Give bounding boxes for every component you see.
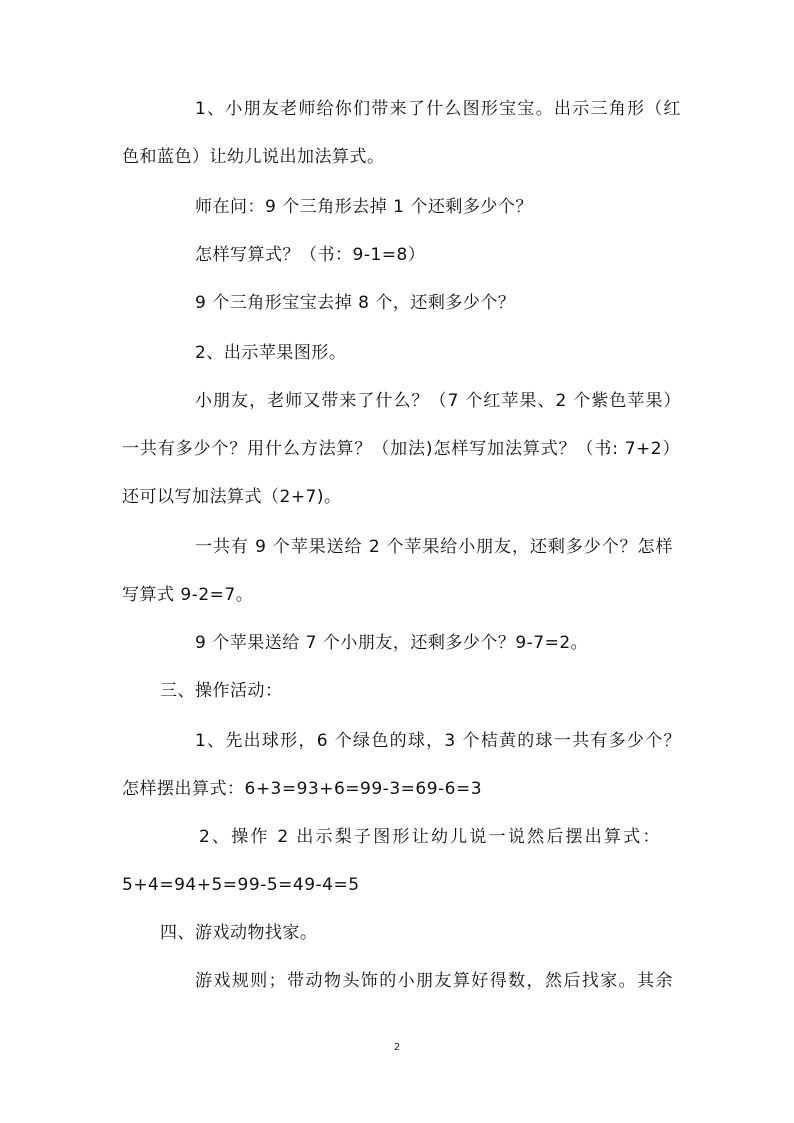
paragraph-line-15: 2、操作 2 出示梨子图形让幼儿说一说然后摆出算式： xyxy=(199,827,660,847)
section-heading-3: 三、操作活动： xyxy=(160,681,283,701)
paragraph-line-6: 2、出示苹果图形。 xyxy=(195,343,347,363)
paragraph-line-2: 色和蓝色）让幼儿说出加法算式。 xyxy=(122,147,385,167)
paragraph-line-8: 一共有多少个？用什么方法算？（加法)怎样写加法算式？（书: 7+2） xyxy=(122,439,680,459)
paragraph-line-5: 9 个三角形宝宝去掉 8 个，还剩多少个？ xyxy=(195,293,516,313)
paragraph-line-9: 还可以写加法算式（2+7)。 xyxy=(122,487,342,507)
paragraph-line-17: 游戏规则；带动物头饰的小朋友算好得数，然后找家。其余 xyxy=(195,971,673,991)
page-number: 2 xyxy=(393,1042,401,1053)
paragraph-line-3: 师在问：9 个三角形去掉 1 个还剩多少个？ xyxy=(195,197,533,217)
section-heading-4: 四、游戏动物找家。 xyxy=(160,923,318,943)
paragraph-line-10: 一共有 9 个苹果送给 2 个苹果给小朋友，还剩多少个？怎样 xyxy=(195,537,673,557)
paragraph-line-16: 5+4=94+5=99-5=49-4=5 xyxy=(122,875,360,895)
paragraph-line-13: 1、先出球形，6 个绿色的球，3 个桔黄的球一共有多少个？ xyxy=(195,731,681,751)
paragraph-line-14: 怎样摆出算式：6+3=93+6=99-3=69-6=3 xyxy=(122,779,483,799)
paragraph-line-4: 怎样写算式？（书：9-1=8） xyxy=(195,245,426,265)
paragraph-line-11: 写算式 9-2=7。 xyxy=(122,585,254,605)
paragraph-line-1: 1、小朋友老师给你们带来了什么图形宝宝。出示三角形（红 xyxy=(195,99,681,119)
paragraph-line-7: 小朋友，老师又带来了什么？（7 个红苹果、2 个紫色苹果） xyxy=(195,391,681,411)
paragraph-line-12: 9 个苹果送给 7 个小朋友，还剩多少个？9-7=2。 xyxy=(195,633,589,653)
